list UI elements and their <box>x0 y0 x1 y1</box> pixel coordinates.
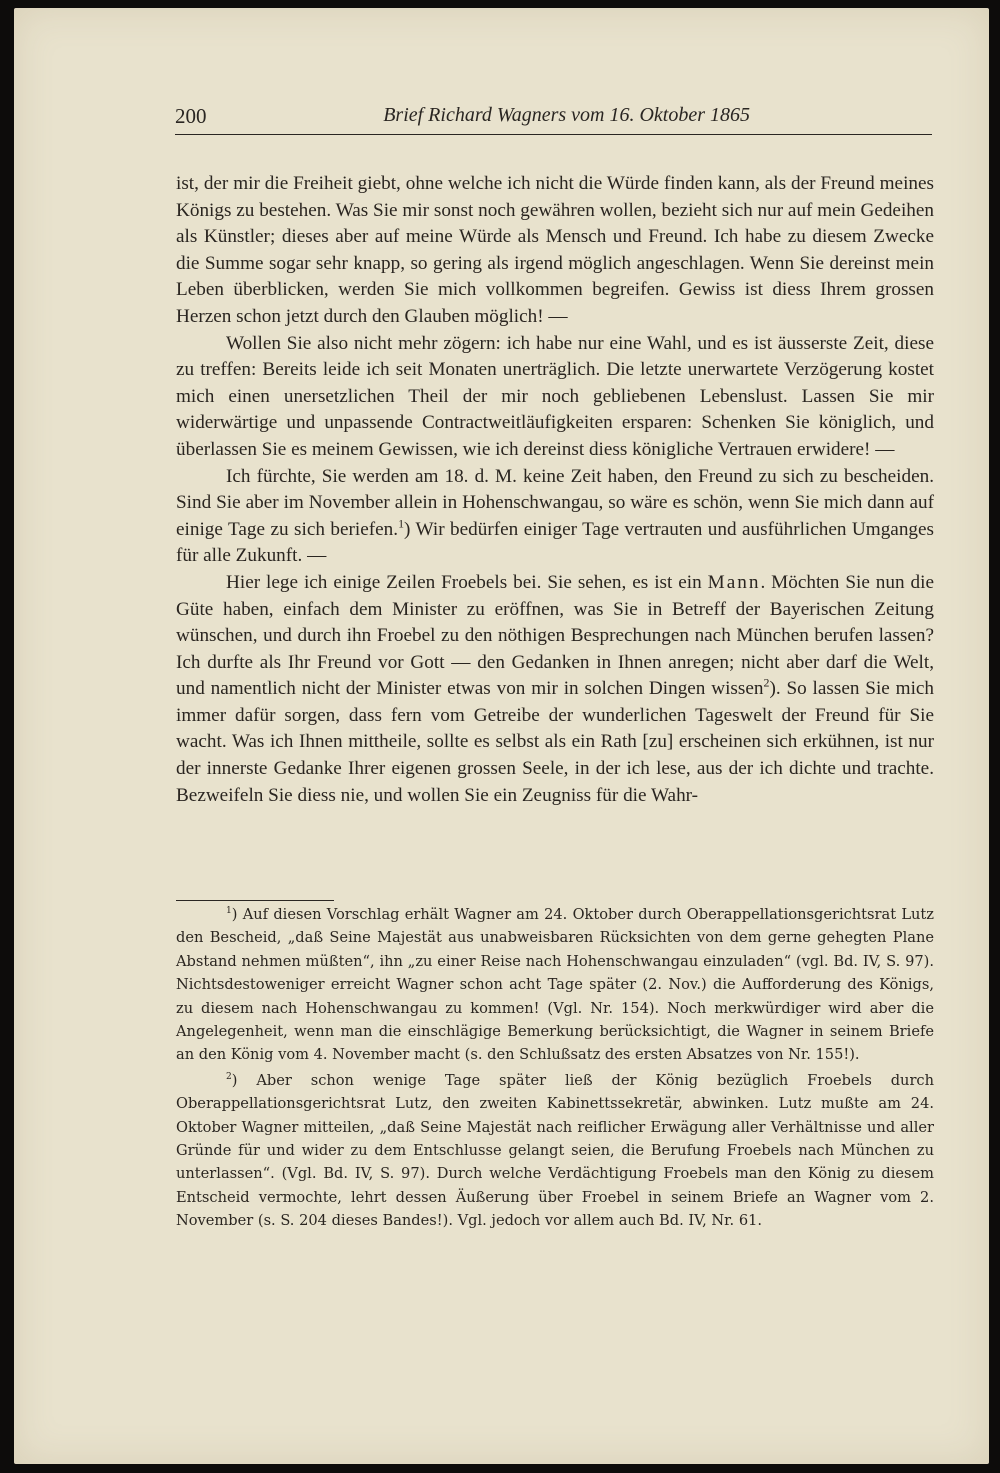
footnotes <box>176 903 934 1233</box>
footnote-1 <box>176 903 934 1067</box>
paragraph-1: ist, der mir die Freiheit giebt, ohne welche ich nicht die Würde finden kann, als der Freund meines Königs zu bestehen. Was Sie mir sonst noch gewähren wollen, bezieht sich nur auf mein Gedeihen als Künstler; dieses aber auf meine Würde als Mensch und Freund. Ich habe zu diesem Zwecke die Summe sogar sehr knapp, so gering als irgend möglich angeschlagen. Wenn Sie dereinst mein Leben überblicken, werden Sie mich vollkommen begreifen. Gewiss ist diess Ihrem grossen Herzen schon jetzt durch den Glauben möglich! — <box>176 173 934 327</box>
paragraph-4-text-end: ). So lassen Sie mich immer dafür sorgen, dass fern vom Getreibe der wunderlichen Tageswelt der Freund für Sie wacht. Was ich Ihnen mittheile, sollte es selbst als ein Rath [zu] erscheinen sich erkühnen, ist nur der innerste Gedanke Ihrer eigenen grossen Seele, in der ich lese, aus der ich dichte und trachte. Bezweifeln Sie diess nie, und wollen Sie ein Zeugniss für die Wahr- <box>176 678 935 806</box>
running-title: Brief Richard Wagners vom 16. Oktober 1865 <box>383 104 750 126</box>
footnote-2-text: ) Aber schon wenige Tage später ließ der König bezüglich Froebels durch Oberappellationsgerichtsrat Lutz, den zweiten Kabinettssekretär, abwinken. Lutz mußte am 24. Oktober Wagner mitteilen, „daß Seine Majestät nach reiflicher Erwägung aller Verhältnisse und aller Gründe für und wider zu dem Entschlusse gelangt seien, die Berufung Froebels nach München zu unterlassen“. (Vgl. Bd. IV, S. 97). Durch welche Verdächtigung Froebels man den König zu diesem Entscheid vermochte, lehrt dessen Äußerung über Froebel in seinem Briefe an Wagner vom 2. November (s. S. 204 dieses Bandes!). Vgl. jedoch vor allem auch Bd. IV, Nr. 61. <box>176 1071 934 1230</box>
emphasized-word: Mann <box>707 571 761 593</box>
footnote-1-text: ) Auf diesen Vorschlag erhält Wagner am 24. Oktober durch Oberappellationsgerichtsrat Lutz den Bescheid, „daß Seine Majestät aus unabweisbaren Rücksichten von dem gerne gehegten Plane Abstand nehmen müßten“, ihn „zu einer Reise nach Hohenschwangau einzuladen“ (vgl. Bd. IV, S. 97). Nichtsdestoweniger erreicht Wagner schon acht Tage später (2. Nov.) die Aufforderung des Königs, zu diesem nach Hohenschwangau zu kommen! (Vgl. Nr. 154). Noch merkwürdiger wird aber die Angelegenheit, wenn man die einschlägige Bemerkung berücksichtigt, die Wagner in seinem Briefe an den König vom 4. November macht (s. den Schlußsatz des ersten Absatzes von Nr. 155!). <box>176 906 934 1064</box>
paragraph-4-text: Hier lege ich einige Zeilen Froebels bei. Sie sehen, es ist ein <box>226 571 708 593</box>
footnote-marker-1: 1 <box>226 906 232 917</box>
paragraph-2: Wollen Sie also nicht mehr zögern: ich habe nur eine Wahl, und es ist äusserste Zeit, diese zu treffen: Bereits leide ich seit Monaten unerträglich. Die letzte unerwartete Verzögerung kostet mich einen unersetzlichen Theil der mir noch gebliebenen Lebenslust. Lassen Sie mir widerwärtige und unpassende Contractweitläufigkeiten ersparen: Schenken Sie königlich, und überlassen Sie es meinem Gewissen, wie ich dereinst diess königliche Vertrauen erwidere! — <box>176 332 934 460</box>
footnote-marker-2: 2 <box>226 1071 232 1082</box>
letter-text <box>176 171 934 809</box>
footnote-ref-2: 2 <box>763 675 770 690</box>
paragraph-3-text: Ich fürchte, Sie werden am 18. d. M. keine Zeit haben, den Freund zu sich zu bescheiden. Sind Sie aber im November allein in Hohenschwangau, so wäre es schön, wenn Sie mich dann auf einige Tage zu sich beriefen. <box>176 465 934 540</box>
paragraph-3-text-cont: ) Wir bedürfen einiger Tage vertrauten und ausführlichen Umganges für alle Zukunft. — <box>176 518 934 567</box>
paragraph-4-text-mid: . Möchten Sie nun die Güte haben, einfach dem Minister zu eröffnen, was Sie in Betreff der Bayerischen Zeitung wünschen, und durch ihn Froebel zu den nöthigen Besprechungen nach München berufen lassen? Ich durfte als Ihr Freund vor Gott — den Gedanken in Ihnen anregen; nicht aber darf die Welt, und namentlich nicht der Minister etwas von mir in solchen Dingen wissen <box>176 571 934 700</box>
footnote-2 <box>176 1069 934 1233</box>
page-header <box>175 104 932 135</box>
paragraph-4 <box>176 570 934 809</box>
page-number: 200 <box>175 104 207 128</box>
footnote-divider <box>176 900 334 901</box>
footnote-ref-1: 1 <box>398 516 405 531</box>
paragraph-3 <box>176 464 934 570</box>
